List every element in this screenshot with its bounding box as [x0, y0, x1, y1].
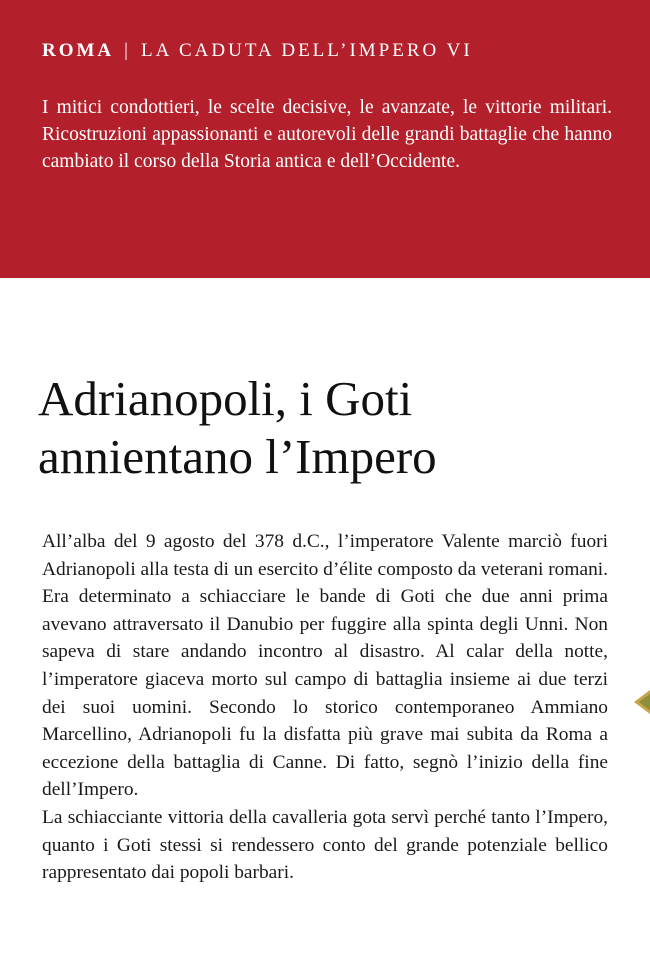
article-body	[42, 528, 608, 887]
header-banner	[0, 0, 650, 278]
article-title	[38, 370, 628, 486]
bookmark-marker-icon	[634, 690, 650, 714]
series-title: LA CADUTA DELL’IMPERO VI	[140, 40, 473, 61]
series-brand: ROMA	[42, 40, 115, 61]
series-heading	[42, 40, 473, 62]
article-title-line-1: Adrianopoli, i Goti	[38, 371, 413, 426]
article-paragraph-2: La schiacciante vittoria della cavalleria gota servì perché tanto l’Impero, quanto i Goti stessi si rendessero conto del grande potenziale bellico rappresentato dai popoli barbari.	[42, 806, 608, 884]
series-tagline: I mitici condottieri, le scelte decisive, le avanzate, le vittorie militari. Ricostruzioni appassionanti e autorevoli delle grandi battaglie che hanno cambiato il corso della Storia antica e dell’Occidente.	[42, 97, 612, 172]
article-paragraph-1: All’alba del 9 agosto del 378 d.C., l’imperatore Valente marciò fuori Adrianopoli alla testa di un esercito d’élite composto da veterani romani. Era determinato a schiacciare le bande di Goti che due anni prima avevano attraversato il Danubio per fuggire alla spinta degli Unni. Non sapeva di stare andando incontro al disastro. Al calar della notte, l’imperatore giaceva morto sul campo di battaglia insieme ai due terzi dei suoi uomini. Secondo lo storico contemporaneo Ammiano Marcellino, Adrianopoli fu la disfatta più grave mai subita da Roma a eccezione della battaglia di Canne. Di fatto, segnò l’inizio della fine dell’Impero.	[42, 531, 608, 801]
article-title-line-2: annientano l’Impero	[38, 429, 437, 484]
series-separator: |	[124, 40, 131, 61]
